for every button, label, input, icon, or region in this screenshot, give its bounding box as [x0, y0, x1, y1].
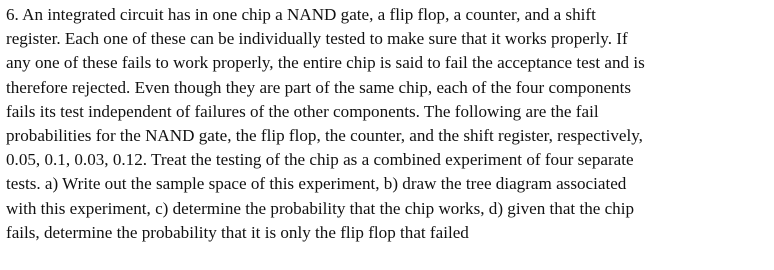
- problem-line: 6. An integrated circuit has in one chip a NAND gate, a flip flop, a counter, and a shift: [6, 5, 596, 24]
- problem-line: with this experiment, c) determine the probability that the chip works, d) given that the chip: [6, 198, 635, 218]
- problem-line: tests. a) Write out the sample space of this experiment, b) draw the tree diagram associated: [6, 174, 627, 194]
- problem-line: fails, determine the probability that it is only the flip flop that failed: [6, 222, 469, 242]
- problem-line: probabilities for the NAND gate, the flip flop, the counter, and the shift register, respectively,: [6, 126, 643, 146]
- problem-line: fails its test independent of failures of the other components. The following are the fail: [6, 101, 599, 121]
- problem-line: any one of these fails to work properly, the entire chip is said to fail the acceptance test and is: [6, 53, 645, 73]
- problem-line: therefore rejected. Even though they are part of the same chip, each of the four components: [6, 77, 632, 97]
- problem-line: register. Each one of these can be individually tested to make sure that it works properly. If: [6, 29, 628, 49]
- problem-line: 0.05, 0.1, 0.03, 0.12. Treat the testing of the chip as a combined experiment of four separate: [6, 150, 634, 170]
- problem-text: [6, 3, 772, 245]
